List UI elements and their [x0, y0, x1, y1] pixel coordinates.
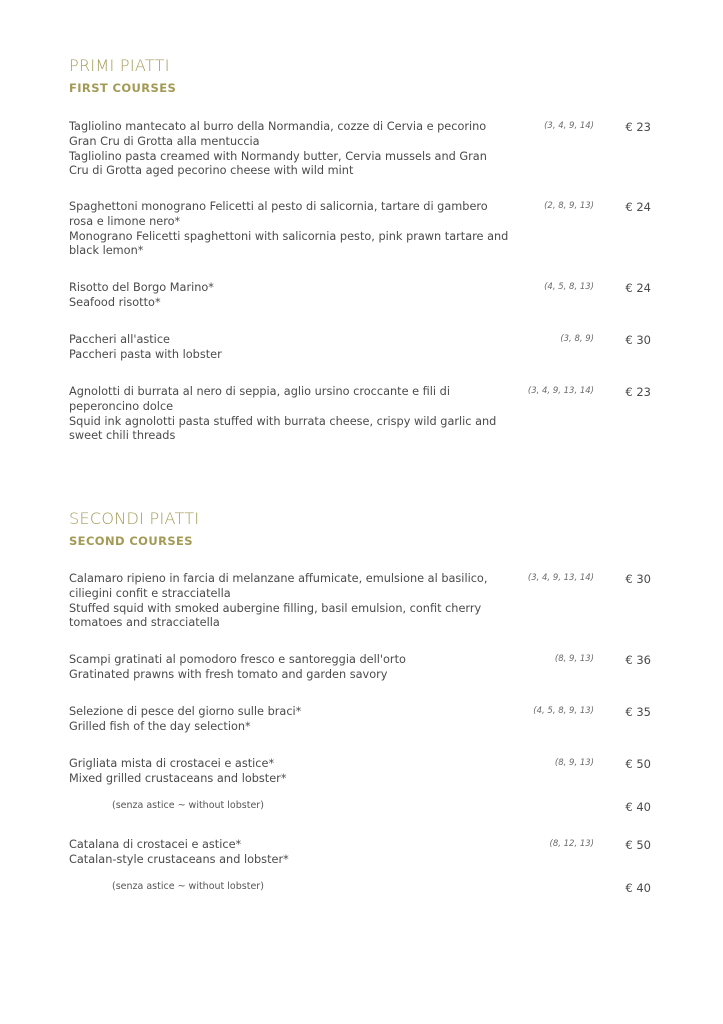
allergen-codes: (4, 5, 8, 9, 13) [533, 706, 594, 716]
menu-item [69, 333, 509, 363]
dish-name-en: Stuffed squid with smoked aubergine filling, basil emulsion, confit cherry tomatoes and stracciatella [69, 601, 482, 630]
section-subtitle-secondi: SECOND COURSES [69, 534, 193, 548]
dish-name-it: Paccheri all'astice [69, 333, 170, 346]
allergen-codes: (3, 4, 9, 13, 14) [527, 573, 594, 583]
allergen-codes: (8, 9, 13) [554, 654, 594, 664]
allergen-codes: (3, 8, 9) [560, 334, 594, 344]
dish-name-en: Grilled fish of the day selection* [69, 719, 251, 733]
dish-name-en: Monograno Felicetti spaghettoni with salicornia pesto, pink prawn tartare and black lemon* [69, 229, 509, 258]
section-subtitle-primi: FIRST COURSES [69, 81, 177, 95]
allergen-codes: (4, 5, 8, 13) [544, 282, 594, 292]
menu-item [69, 385, 509, 444]
dish-variant: (senza astice ~ without lobster) [112, 881, 264, 892]
dish-name-en: Tagliolino pasta creamed with Normandy butter, Cervia mussels and Gran Cru di Grotta aged pecorino cheese with wild mint [69, 149, 487, 178]
allergen-codes: (8, 9, 13) [554, 758, 594, 768]
dish-name-it: Tagliolino mantecato al burro della Normandia, cozze di Cervia e pecorino Gran Cru di Grotta alla mentuccia [69, 120, 487, 148]
section-title-primi: PRIMI PIATTI [69, 56, 170, 75]
dish-price: € 35 [625, 705, 651, 719]
dish-name-it: Grigliata mista di crostacei e astice* [69, 757, 275, 770]
menu-item [69, 838, 509, 868]
dish-price: € 50 [625, 838, 651, 852]
allergen-codes: (3, 4, 9, 14) [544, 121, 594, 131]
allergen-codes: (3, 4, 9, 13, 14) [527, 386, 594, 396]
menu-item [69, 200, 509, 259]
dish-price: € 30 [625, 333, 651, 347]
dish-name-it: Spaghettoni monograno Felicetti al pesto di salicornia, tartare di gambero rosa e limone nero* [69, 200, 488, 228]
dish-price: € 36 [625, 653, 651, 667]
dish-price: € 23 [625, 120, 651, 134]
dish-name-en: Squid ink agnolotti pasta stuffed with burrata cheese, crispy wild garlic and sweet chili threads [69, 414, 497, 443]
menu-item [69, 120, 509, 179]
dish-name-it: Selezione di pesce del giorno sulle braci* [69, 705, 302, 718]
dish-name-it: Scampi gratinati al pomodoro fresco e santoreggia dell'orto [69, 653, 406, 666]
section-title-secondi: SECONDI PIATTI [69, 509, 200, 528]
dish-name-en: Gratinated prawns with fresh tomato and garden savory [69, 667, 388, 681]
dish-name-en: Catalan-style crustaceans and lobster* [69, 852, 289, 866]
menu-item [69, 281, 509, 311]
allergen-codes: (2, 8, 9, 13) [544, 201, 594, 211]
allergen-codes: (8, 12, 13) [549, 839, 594, 849]
dish-name-en: Paccheri pasta with lobster [69, 347, 222, 361]
dish-price: € 24 [625, 281, 651, 295]
dish-name-it: Agnolotti di burrata al nero di seppia, aglio ursino croccante e fili di peperoncino dolce [69, 385, 450, 413]
menu-item [69, 653, 509, 683]
dish-name-it: Risotto del Borgo Marino* [69, 281, 214, 294]
dish-name-en: Seafood risotto* [69, 295, 161, 309]
dish-name-en: Mixed grilled crustaceans and lobster* [69, 771, 287, 785]
dish-price: € 30 [625, 572, 651, 586]
dish-price: € 23 [625, 385, 651, 399]
dish-name-it: Catalana di crostacei e astice* [69, 838, 242, 851]
menu-item [69, 572, 509, 631]
variant-price: € 40 [625, 800, 651, 814]
variant-price: € 40 [625, 881, 651, 895]
dish-variant: (senza astice ~ without lobster) [112, 800, 264, 811]
menu-item [69, 705, 509, 735]
dish-price: € 50 [625, 757, 651, 771]
dish-price: € 24 [625, 200, 651, 214]
dish-name-it: Calamaro ripieno in farcia di melanzane affumicate, emulsione al basilico, ciliegini confit e stracciatella [69, 572, 488, 600]
menu-item [69, 757, 509, 787]
